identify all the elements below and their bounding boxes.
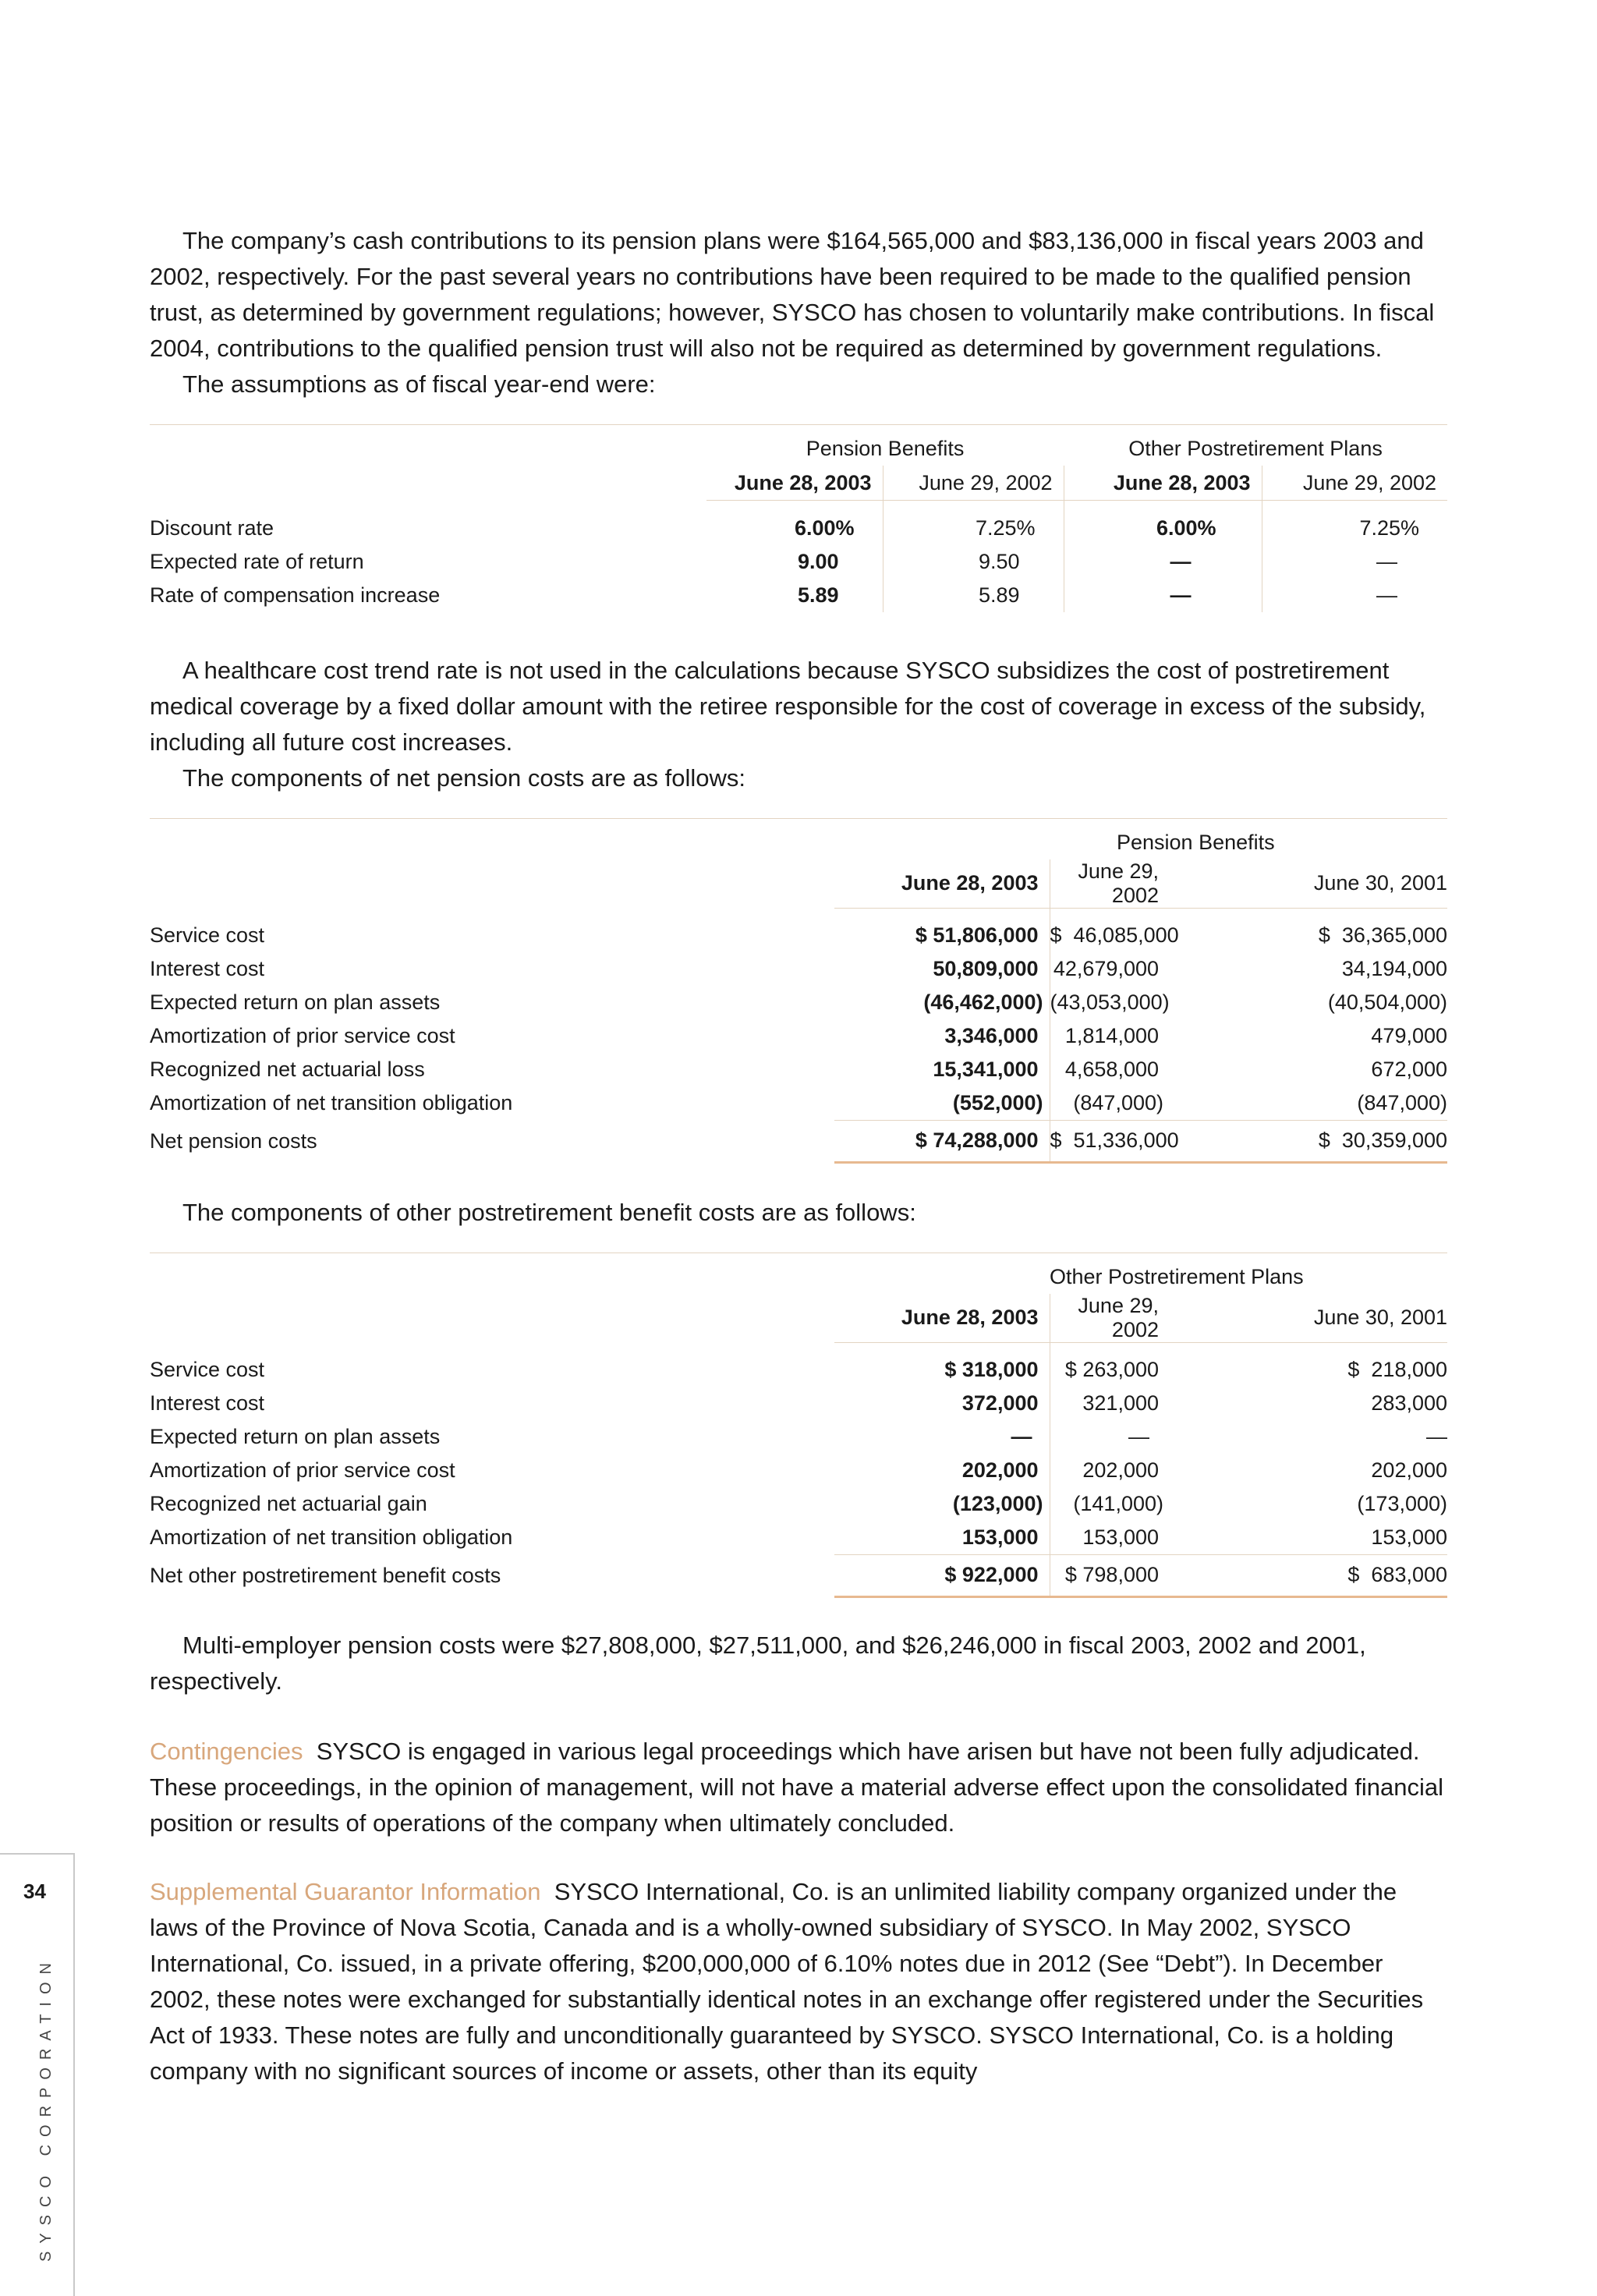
pension-benefits-group: Pension Benefits [806,437,965,460]
cell: 153,000 [1371,1525,1448,1549]
cell: (173,000) [1357,1492,1448,1515]
guarantor-text: SYSCO International, Co. is an unlimited liability company organized under the laws of the Province of Nova Scotia, Canada and is a wholly-owned subsidiary of SYSCO. In May 2002, SYSCO International, Co. issued, in a private offering, $200,000,000 of 6.10% notes due in 2012 (See “Debt”). In December 2002, these notes were exchanged for substantially identical notes in an exchange offer registered under the Securities Act of 1933. These notes are fully and unconditionally guaranteed by SYSCO. SYSCO International, Co. is a holding company with no significant sources of income or assets, other than its equity [150,1877,1424,2085]
table-row [150,579,1447,612]
intro-paragraph: The company’s cash contributions to its pension plans were $164,565,000 and $83,136,000 in fiscal years 2003 and 2002, respectively. For the past several years no contributions have been required to be made to the qualified pension trust, as determined by government regulations; however, SYSCO has chosen to voluntarily make contributions. In fiscal 2004, contributions to the qualified pension trust will also not be required as determined by government regulations. [150,227,1435,362]
col-header: June 28, 2003 [706,466,883,501]
row-label: Expected return on plan assets [150,990,441,1014]
other-costs-intro: The components of other postretirement benefit costs are as follows: [182,1198,916,1226]
cell: 6.00% [706,501,883,545]
assumptions-intro: The assumptions as of fiscal year-end were: [182,370,656,398]
cell: 153,000 [1082,1525,1159,1549]
table-row [150,501,1447,545]
cell: $ 683,000 [1282,1554,1447,1596]
total-row [150,1120,1447,1162]
row-label: Net other postretirement benefit costs [150,1563,501,1587]
cell: (552,000) [834,1086,1050,1120]
cell: — [1064,545,1262,579]
row-label: Net pension costs [150,1129,317,1153]
cell: 7.25% [1359,516,1420,540]
row-label: Service cost [150,1358,265,1381]
cell: 321,000 [1082,1391,1159,1415]
row-label: Discount rate [150,516,274,540]
cell: 3,346,000 [834,1019,1050,1053]
row-label: Expected return on plan assets [150,1425,441,1448]
cell: $ 318,000 [834,1342,1050,1387]
col-header: June 29, 2002 [883,466,1064,501]
cell: $ 74,288,000 [834,1120,1050,1162]
cell: 479,000 [1371,1024,1448,1047]
page-number: 34 [23,1880,46,1903]
row-label: Amortization of net transition obligation [150,1091,513,1114]
cell: 9.00 [706,545,883,579]
cell: 283,000 [1371,1391,1448,1415]
row-label: Amortization of prior service cost [150,1458,455,1482]
row-label: Interest cost [150,1391,265,1415]
row-label: Expected rate of return [150,549,364,573]
cell: (123,000) [834,1487,1050,1521]
cell: (141,000) [1073,1492,1163,1515]
col-header: June 28, 2003 [834,859,1050,909]
cell: $ 922,000 [834,1554,1050,1596]
col-header: June 29, 2002 [1050,859,1282,909]
cell: $ 30,359,000 [1282,1120,1447,1162]
col-header: June 28, 2003 [834,1294,1050,1343]
cell: 42,679,000 [1053,957,1159,980]
cell: 1,814,000 [1064,1024,1159,1047]
sidebar-divider [0,1853,73,1855]
table-row [150,1342,1447,1387]
table-row [150,1521,1447,1554]
cell: $ 51,336,000 [1050,1120,1282,1162]
cell: 202,000 [1371,1458,1448,1482]
cell: $ 218,000 [1347,1358,1448,1382]
table-row [150,908,1447,952]
total-row [150,1554,1447,1596]
table-row [150,1420,1447,1454]
cell: — [1128,1425,1149,1448]
col-header: June 28, 2003 [1064,466,1262,501]
contingencies-heading: Contingencies [150,1737,303,1765]
cell: 5.89 [883,579,1064,612]
cell: 6.00% [1064,501,1262,545]
pension-costs-intro: The components of net pension costs are as follows: [182,764,746,792]
cell: — [1064,579,1262,612]
cell: (847,000) [1357,1090,1448,1114]
cell: 202,000 [834,1454,1050,1487]
table-row [150,545,1447,579]
cell: $ 51,806,000 [834,908,1050,952]
other-postretirement-group: Other Postretirement Plans [1128,437,1383,460]
pension-benefits-group: Pension Benefits [1117,830,1275,854]
cell: 153,000 [834,1521,1050,1554]
healthcare-paragraph: A healthcare cost trend rate is not used in the calculations because SYSCO subsidizes the cost of postretirement medical coverage by a fixed dollar amount with the retiree responsible for the cost of coverage in excess of the subsidy, including all future cost increases. [150,656,1426,756]
other-costs-table [150,1253,1447,1598]
cell: $ 36,365,000 [1318,923,1448,948]
company-name-vertical: SYSCO CORPORATION [37,1955,55,2262]
multi-employer-paragraph: Multi-employer pension costs were $27,808,000, $27,511,000, and $26,246,000 in fiscal 2003, 2002 and 2001, respectively. [150,1631,1366,1695]
pension-costs-table [150,818,1447,1164]
cell: 50,809,000 [834,952,1050,986]
col-header: June 30, 2001 [1282,859,1447,909]
cell: 372,000 [834,1387,1050,1420]
table-row [150,952,1447,986]
cell: — [1376,583,1398,607]
cell: 7.25% [883,501,1064,545]
cell: 4,658,000 [1064,1058,1159,1081]
cell: 34,194,000 [1341,957,1448,980]
cell: — [1426,1425,1448,1448]
cell: (46,462,000) [834,986,1050,1019]
contingencies-paragraph [150,1734,1447,1841]
table-row [150,1053,1447,1086]
col-header: June 30, 2001 [1282,1294,1447,1343]
guarantor-heading: Supplemental Guarantor Information [150,1877,541,1905]
cell: (847,000) [1073,1090,1163,1114]
col-header: June 29, 2002 [1262,466,1447,501]
cell: $ 798,000 [1050,1554,1282,1596]
row-label: Recognized net actuarial gain [150,1492,427,1515]
table-row [150,986,1447,1019]
col-header: June 29, 2002 [1050,1294,1282,1343]
cell: 202,000 [1082,1458,1159,1482]
row-label: Interest cost [150,957,265,980]
sidebar-rule [73,1853,75,2296]
cell: 15,341,000 [834,1053,1050,1086]
cell: 5.89 [706,579,883,612]
contingencies-text: SYSCO is engaged in various legal proceedings which have arisen but have not been fully adjudicated. These proceedings, in the opinion of management, will not have a material adverse effect upon the consolidated financial position or results of operations of the company when ultimately concluded. [150,1737,1443,1837]
guarantor-paragraph [150,1874,1447,2089]
row-label: Amortization of net transition obligation [150,1525,513,1549]
other-postretirement-group: Other Postretirement Plans [1050,1264,1304,1288]
row-label: Amortization of prior service cost [150,1024,455,1047]
assumptions-table [150,424,1447,612]
table-row [150,1487,1447,1521]
cell: (43,053,000) [1050,990,1170,1014]
table-row [150,1086,1447,1120]
cell: — [1376,549,1398,573]
table-row [150,1019,1447,1053]
row-label: Service cost [150,923,265,947]
cell: 9.50 [883,545,1064,579]
table-row [150,1454,1447,1487]
document-body [150,223,1447,2089]
table-row [150,1387,1447,1420]
cell: $ 46,085,000 [1050,923,1179,948]
cell: — [834,1420,1050,1454]
cell: (40,504,000) [1327,990,1448,1014]
cell: 672,000 [1371,1058,1448,1081]
row-label: Rate of compensation increase [150,583,441,607]
cell: $ 263,000 [1064,1358,1159,1382]
row-label: Recognized net actuarial loss [150,1058,425,1081]
